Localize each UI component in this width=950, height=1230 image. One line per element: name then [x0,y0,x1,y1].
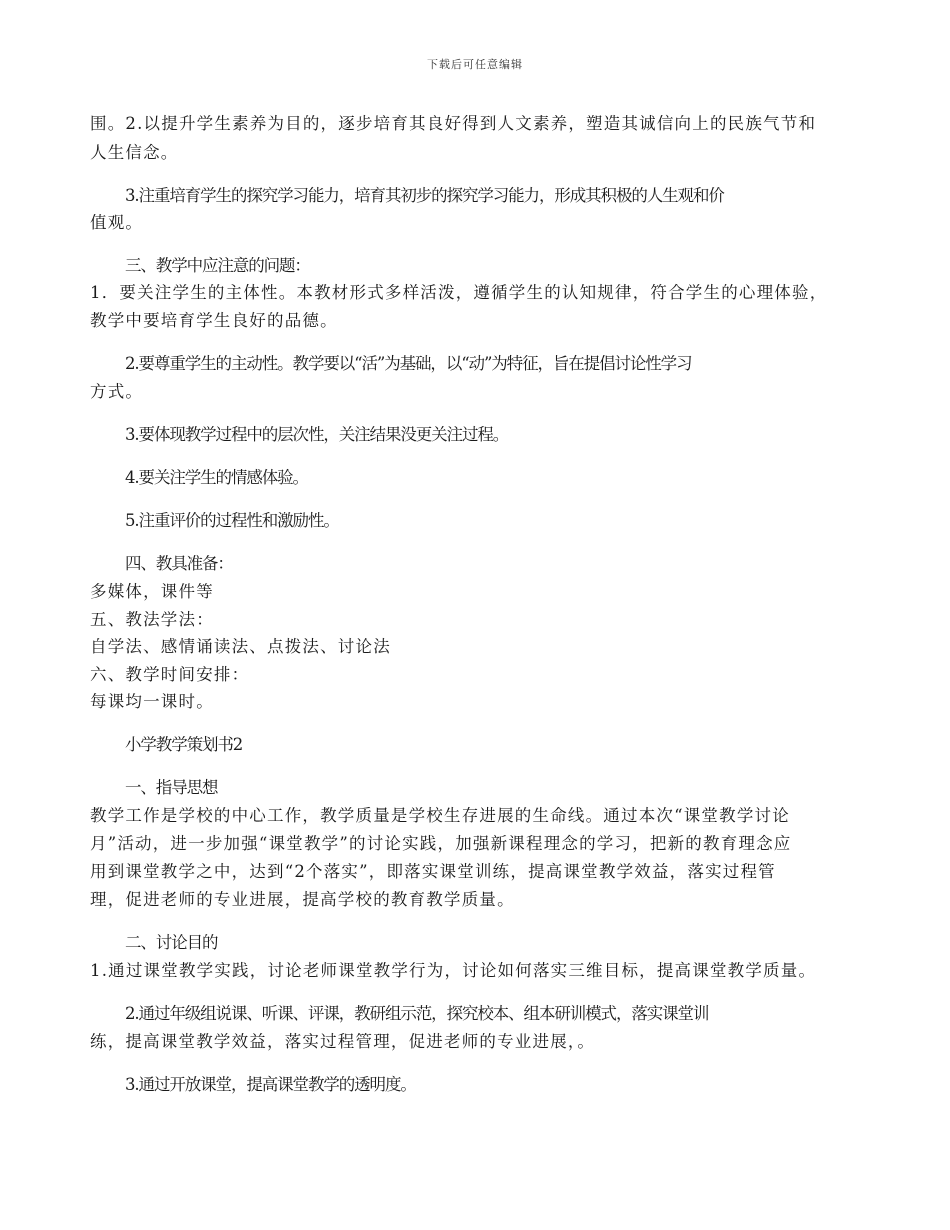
page-header: 下载后可任意编辑 [427,58,523,71]
paragraph-line: 2.要尊重学生的主动性。教学要以“活”为基础，以“动”为特征，旨在提倡讨论性学习 [125,354,692,373]
paragraph-line: 教学工作是学校的中心工作，教学质量是学校生存进展的生命线。通过本次“课堂教学讨论 [90,806,790,825]
section-heading: 二、讨论目的 [125,933,218,952]
paragraph-line: 值观。 [90,213,144,232]
section-heading: 四、教具准备： [125,554,233,573]
paragraph-line: 理，促进老师的专业进展，提高学校的教育教学质量。 [90,890,515,909]
document-title: 小学教学策划书2 [125,735,243,754]
paragraph-line: 围。2.以提升学生素养为目的，逐步培育其良好得到人文素养，塑造其诚信向上的民族气节和 [90,114,817,133]
section-heading: 六、教学时间安排： [90,665,250,684]
paragraph-line: 月”活动，进一步加强“课堂教学”的讨论实践，加强新课程理念的学习，把新的教育理念应 [90,834,792,853]
paragraph-line: 用到课堂教学之中，达到“2个落实”，即落实课堂训练，提高课堂教学效益，落实过程管 [90,862,776,881]
paragraph-line: 每课均一课时。 [90,692,214,711]
section-heading: 一、指导思想 [125,778,218,797]
paragraph-line: 3.注重培育学生的探究学习能力，培育其初步的探究学习能力，形成其积极的人生观和价 [125,186,724,205]
paragraph-line: 练，提高课堂教学效益，落实过程管理，促进老师的专业进展，。 [90,1032,596,1051]
paragraph-line: 人生信念。 [90,143,179,162]
section-heading: 三、教学中应注意的问题： [125,256,310,275]
paragraph-line: 3.通过开放课堂，提高课堂教学的透明度。 [125,1075,416,1094]
paragraph-line: 4.要关注学生的情感体验。 [125,468,308,487]
paragraph-line: 多媒体，课件等 [90,582,214,601]
paragraph-line: 5.注重评价的过程性和激励性。 [125,511,339,530]
paragraph-line: 1.通过课堂教学实践，讨论老师课堂教学行为，讨论如何落实三维目标，提高课堂教学质量。 [90,961,817,980]
paragraph-line: 1．要关注学生的主体性。本教材形式多样活泼，遵循学生的认知规律，符合学生的心理体验， [90,283,828,302]
paragraph-line: 方式。 [90,382,144,401]
paragraph-line: 教学中要培育学生良好的品德。 [90,311,338,330]
paragraph-line: 自学法、感情诵读法、点拨法、讨论法 [90,637,391,656]
paragraph-line: 3.要体现教学过程中的层次性，关注结果没更关注过程。 [125,425,509,444]
paragraph-line: 2.通过年级组说课、听课、评课，教研组示范，探究校本、组本研训模式，落实课堂训 [125,1004,709,1023]
section-heading: 五、教法学法： [90,610,214,629]
